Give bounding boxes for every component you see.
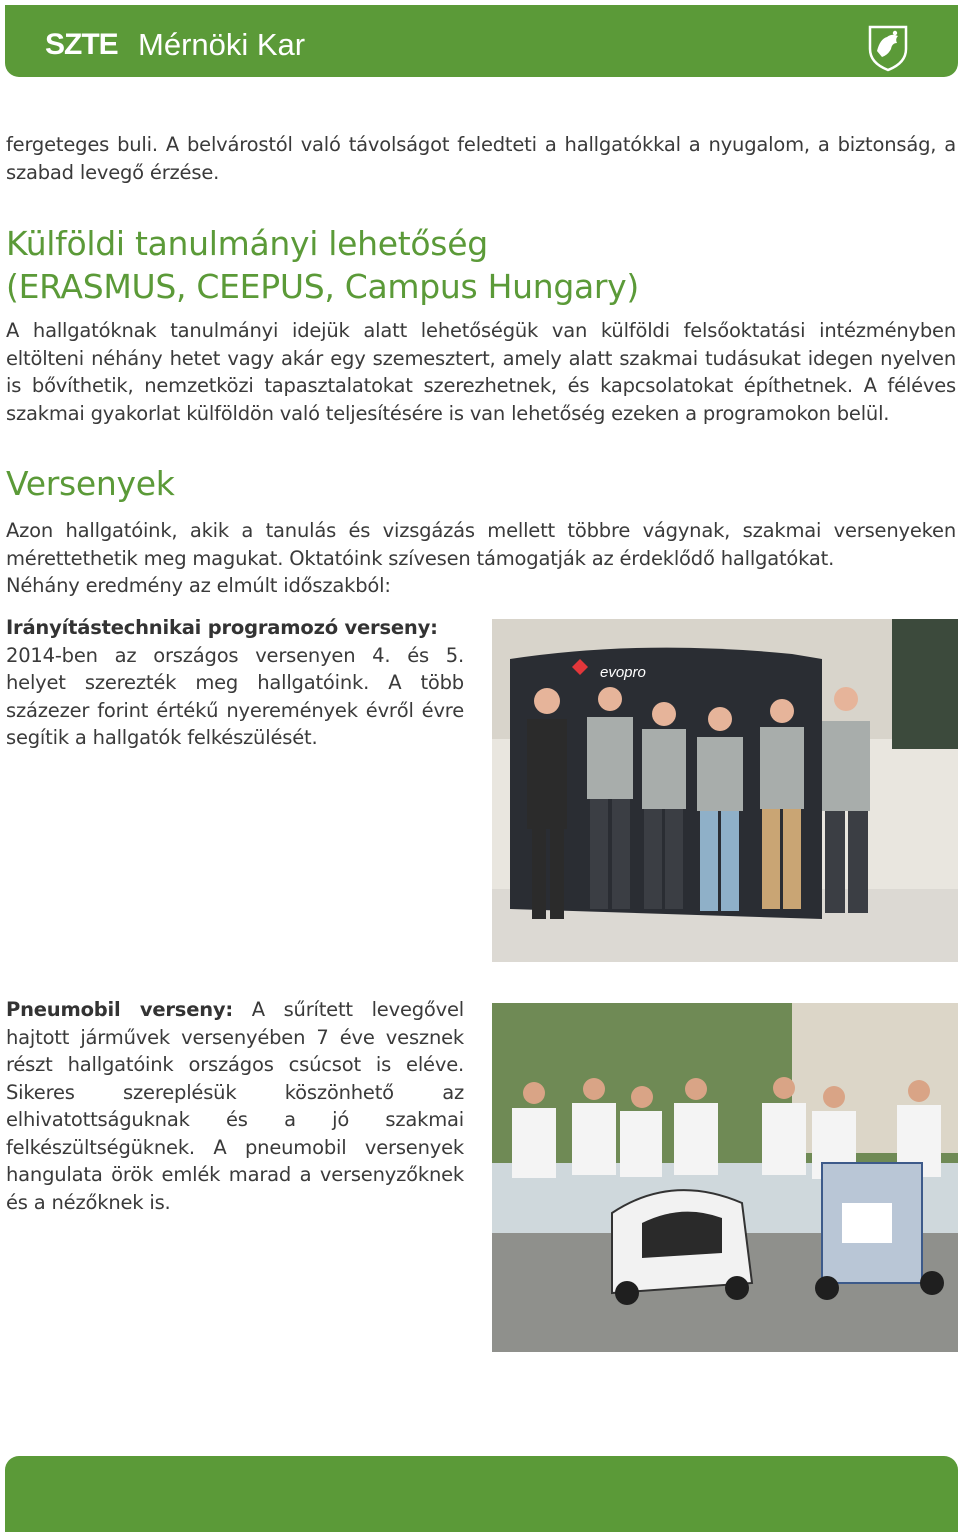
intro-paragraph: fergeteges buli. A belvárostól való távolságot feledteti a hallgatókkal a nyugalom, a biztonság, a szabad levegő érzése. <box>6 133 956 184</box>
competitions-intro-text: Azon hallgatóink, akik a tanulás és vizsgázás mellett többre vágynak, szakmai versenyeken mérettethetik meg magukat. Oktatóink szívesen támogatják az érdeklődő hallgatókat. <box>6 519 956 570</box>
competition-control-programming <box>6 614 464 752</box>
competition-text: 2014-ben az országos versenyen 4. és 5. helyet szerezték meg hallgatóink. A több százezer forint értékű nyeremények évről évre segítik a hallgatók felkészülését. <box>6 643 464 749</box>
page-footer <box>5 1456 958 1532</box>
competitions-results-lead: Néhány eredmény az elmúlt időszakból: <box>6 574 391 597</box>
competition-title: Pneumobil verseny: <box>6 998 234 1021</box>
competition-team-photo <box>492 619 958 962</box>
szte-logo: SZTE <box>45 28 118 61</box>
pneumobil-team-photo <box>492 1003 958 1352</box>
banner-text: evopro <box>600 664 646 681</box>
faculty-title: Mérnöki Kar <box>138 27 306 62</box>
study-abroad-paragraph: A hallgatóknak tanulmányi idejük alatt lehetőségük van külföldi felsőoktatási intézményben eltölteni néhány hetet vagy akár egy szemesztert, amely alatt szakmai tudásukat idegen nyelven is bővíthetik, nemzetközi tapasztalatokat szerezhetnek, és kapcsolatokat építhetnek. A féléves szakmai gyakorlat külföldön való teljesítésére is van lehetőség ezeken a programokon belül. <box>6 319 956 425</box>
study-abroad-heading <box>6 222 639 308</box>
competitions-intro <box>6 517 956 600</box>
competition-text: A sűrített levegővel hajtott járművek versenyében 7 éve vesznek részt hallgatóink országos csúcsot is eléve. Sikeres szereplésük köszönhető az elhivatottságuknak és a jó szakmai felkészültségüknek. A pneumobil versenyek hangulata örök emlék marad a versenyzőknek és a nézőknek is. <box>6 998 465 1214</box>
university-crest-icon <box>862 21 914 73</box>
competition-pneumobil <box>6 996 464 1216</box>
study-abroad-heading-line2: (ERASMUS, CEEPUS, Campus Hungary) <box>6 267 639 306</box>
competition-title: Irányítástechnikai programozó verseny: <box>6 616 438 639</box>
study-abroad-heading-line1: Külföldi tanulmányi lehetőség <box>6 224 488 263</box>
page-header <box>5 5 958 77</box>
competitions-heading: Versenyek <box>6 464 175 503</box>
